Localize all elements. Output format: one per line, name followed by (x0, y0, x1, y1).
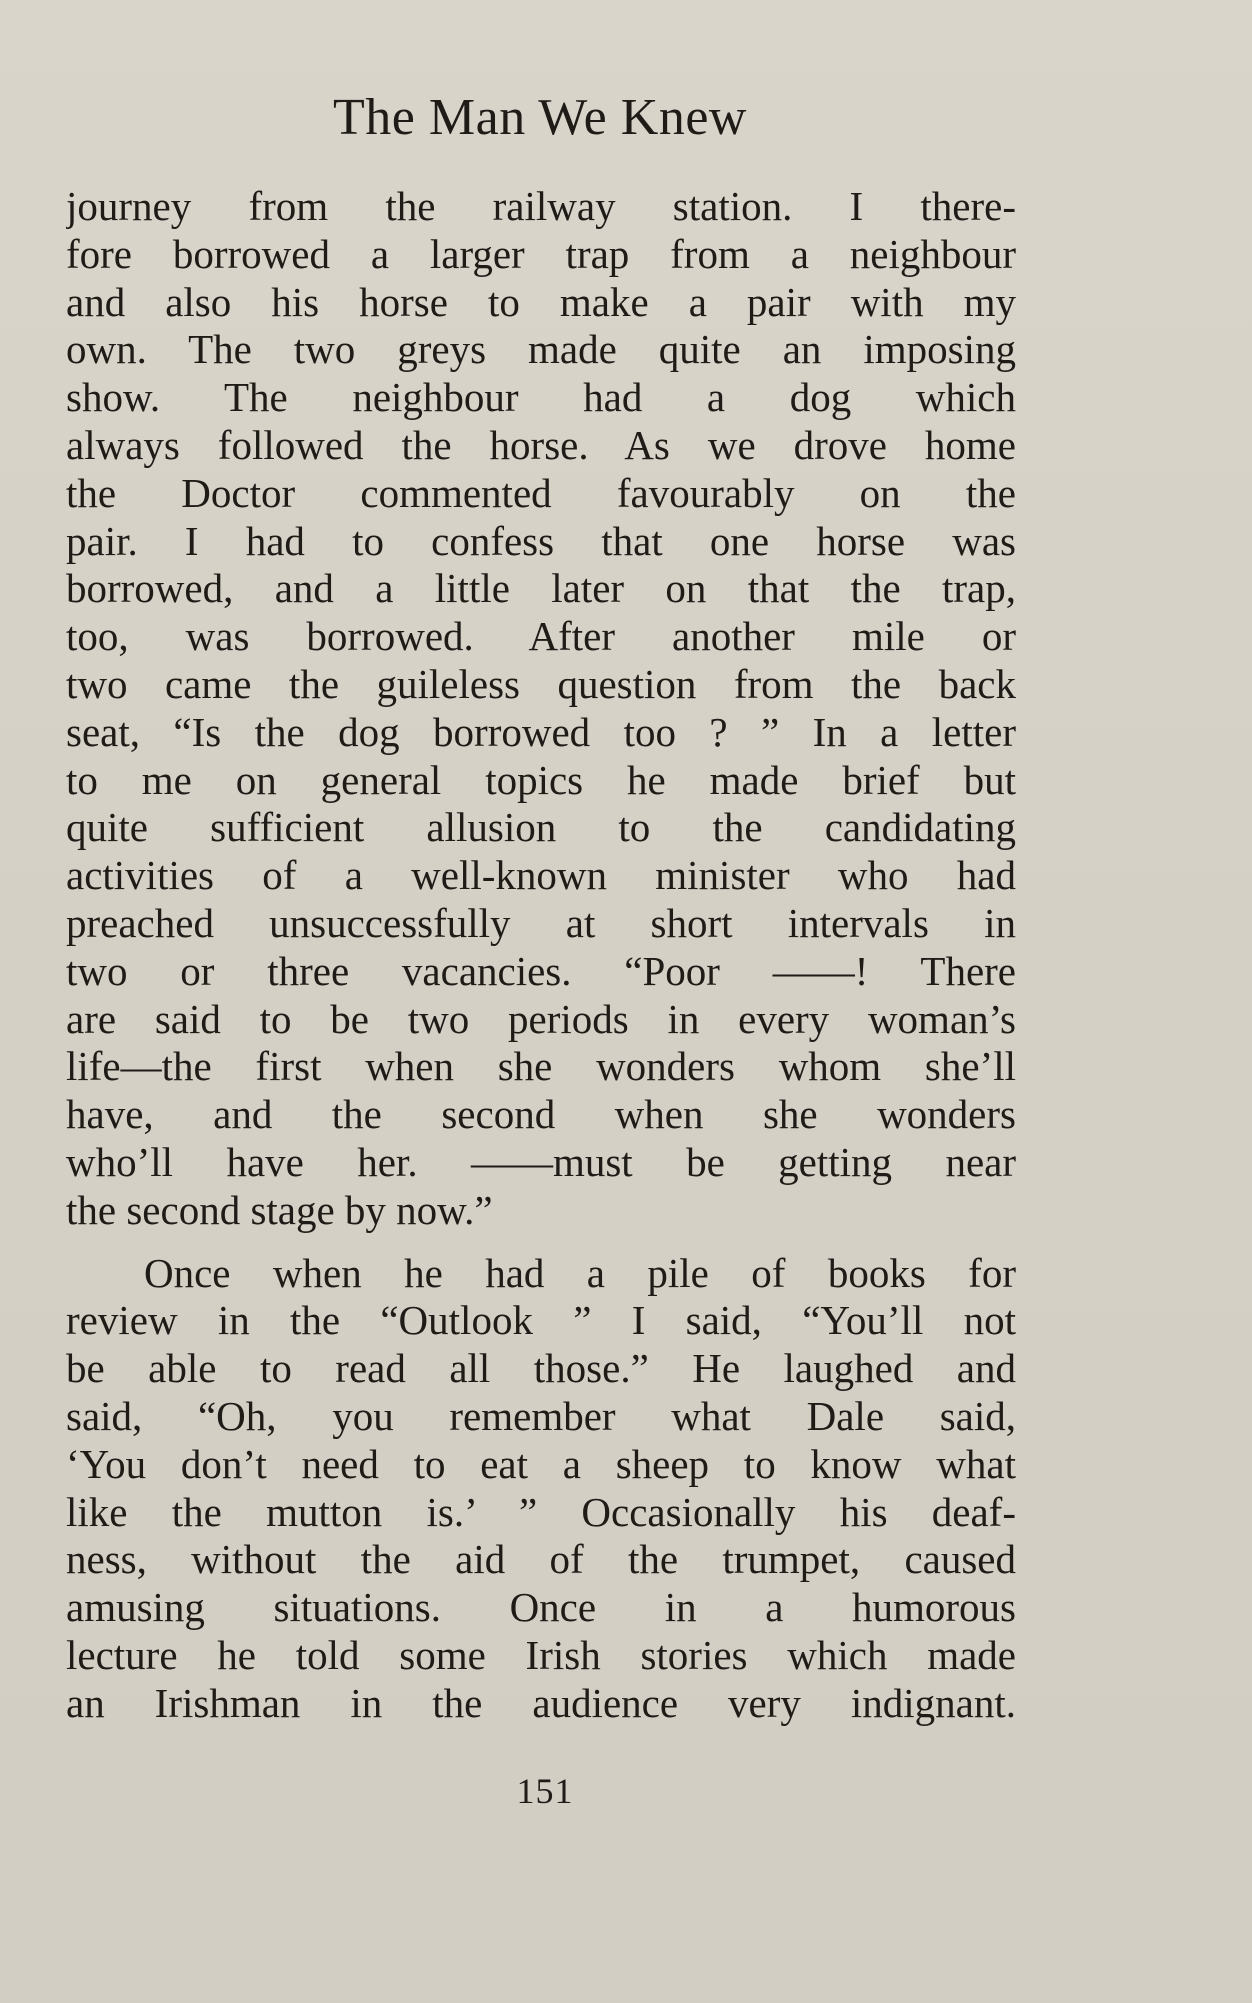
text-line: be able to read all those.” He laughed and (66, 1345, 1016, 1392)
text-line: seat, “Is the dog borrowed too ? ” In a letter (66, 708, 1016, 755)
text-line: borrowed, and a little later on that the trap, (66, 565, 1016, 612)
text-line: have, and the second when she wonders (66, 1091, 1016, 1138)
text-line: like the mutton is.’ ” Occasionally his deaf- (66, 1488, 1016, 1535)
text-line: activities of a well-known minister who had (66, 852, 1016, 899)
text-line: too, was borrowed. After another mile or (66, 613, 1016, 660)
text-line: and also his horse to make a pair with my (66, 278, 1016, 325)
text-line: amusing situations. Once in a humorous (66, 1584, 1016, 1631)
text-line: quite sufficient allusion to the candidating (66, 804, 1016, 851)
text-line: show. The neighbour had a dog which (66, 374, 1016, 421)
text-line: life—the first when she wonders whom she’ll (66, 1043, 1016, 1090)
paragraph-gap (66, 1235, 1016, 1250)
text-line: ness, without the aid of the trumpet, caused (66, 1536, 1016, 1583)
running-head: The Man We Knew (333, 89, 747, 146)
text-line: own. The two greys made quite an imposing (66, 326, 1016, 373)
page-number: 151 (516, 1771, 574, 1811)
text-line: lecture he told some Irish stories which made (66, 1631, 1016, 1678)
text-line: pair. I had to confess that one horse was (66, 517, 1016, 564)
text-line: journey from the railway station. I there- (66, 183, 1016, 229)
text-line: the Doctor commented favourably on the (66, 469, 1016, 516)
text-line: the second stage by now.” (66, 1186, 493, 1233)
text-line: are said to be two periods in every woman’s (66, 995, 1016, 1042)
text-line: an Irishman in the audience very indignant. (66, 1679, 1016, 1726)
text-line: said, “Oh, you remember what Dale said, (66, 1392, 1016, 1439)
text-line: two came the guileless question from the back (66, 660, 1016, 707)
text-line: review in the “Outlook ” I said, “You’ll not (66, 1297, 1016, 1344)
text-line: two or three vacancies. “Poor ——! There (66, 947, 1016, 994)
paragraph-1 (66, 183, 1016, 1235)
text-line: who’ll have her. ——must be getting near (66, 1138, 1016, 1185)
text-line: preached unsuccessfully at short intervals in (66, 899, 1016, 946)
text-line: always followed the horse. As we drove home (66, 421, 1016, 468)
text-line: ‘You don’t need to eat a sheep to know what (66, 1440, 1016, 1487)
text-line: to me on general topics he made brief but (66, 756, 1016, 803)
text-line: fore borrowed a larger trap from a neighbour (66, 230, 1016, 277)
paragraph-2 (66, 1250, 1016, 1728)
text-line: Once when he had a pile of books for (144, 1249, 1016, 1296)
body-text (66, 183, 1016, 1728)
